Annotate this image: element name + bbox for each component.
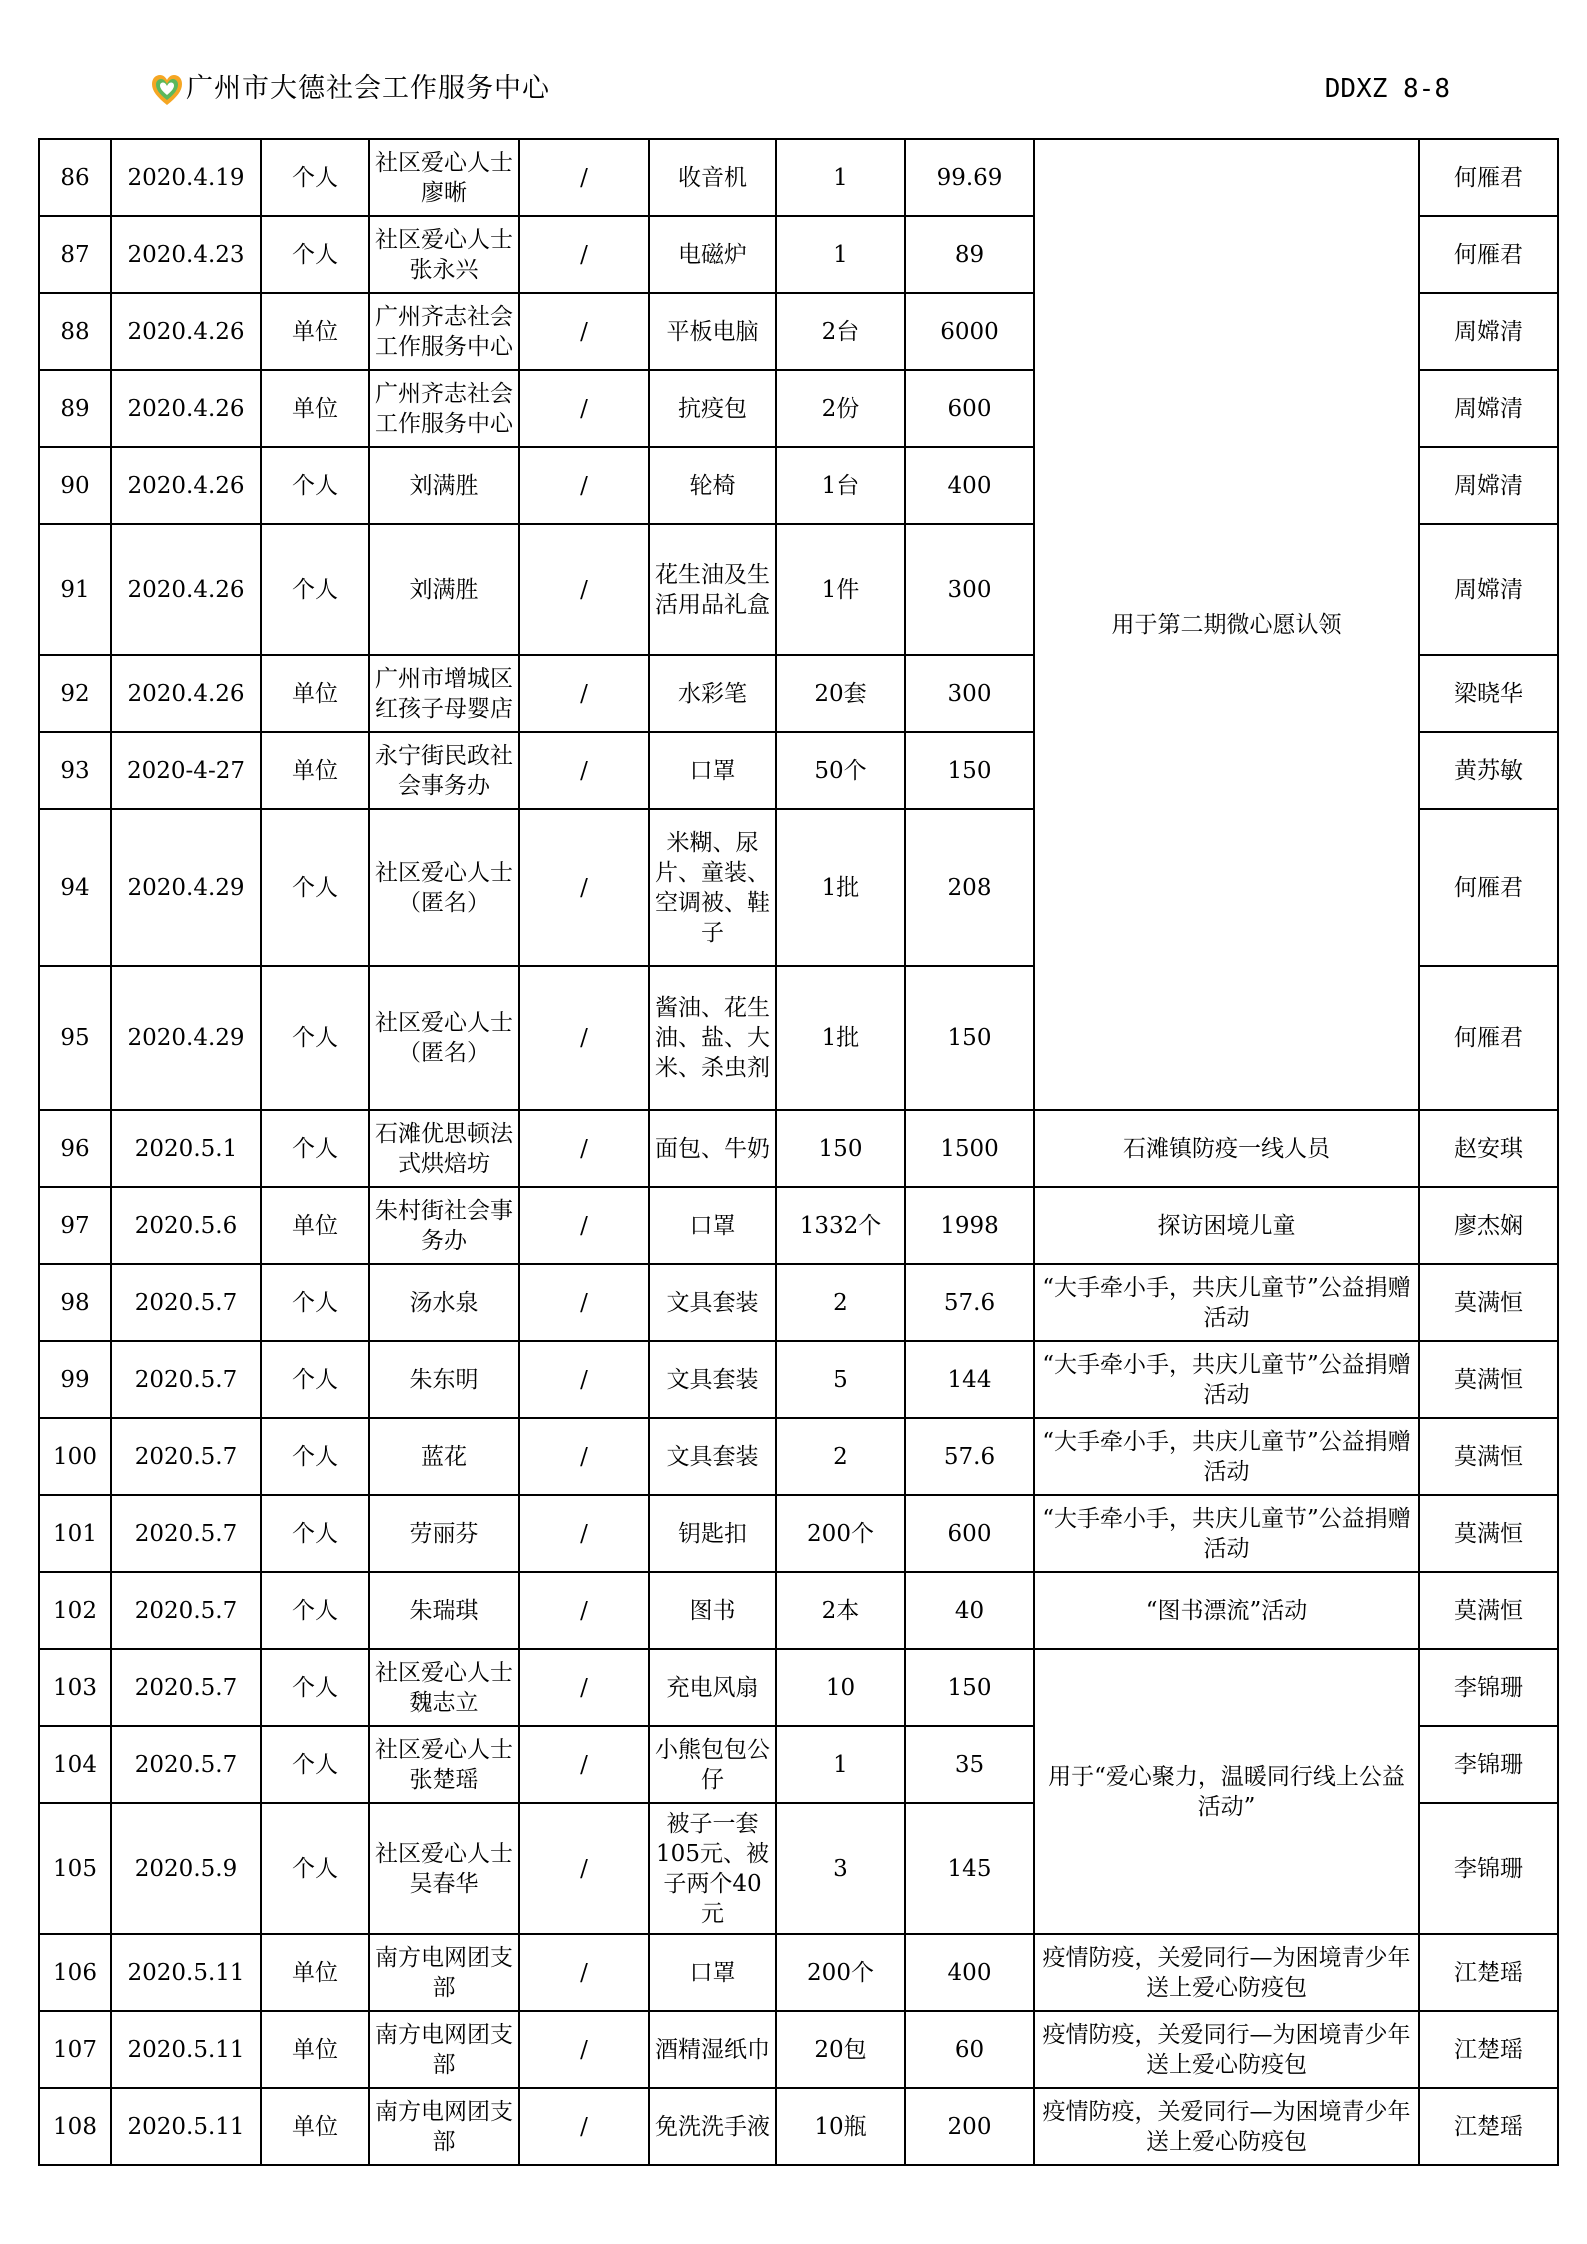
cell-use: 疫情防疫，关爱同行—为困境青少年送上爱心防疫包 [1034, 2088, 1419, 2165]
cell-qty: 150 [776, 1110, 905, 1187]
cell-handler: 赵安琪 [1419, 1110, 1558, 1187]
table-row [39, 1649, 1558, 1726]
donation-register-table [38, 138, 1559, 2166]
cell-handler: 江楚瑶 [1419, 1934, 1558, 2011]
cell-type: 个人 [261, 216, 369, 293]
cell-cash: / [519, 2011, 649, 2088]
cell-no: 105 [39, 1803, 111, 1934]
cell-handler: 莫满恒 [1419, 1495, 1558, 1572]
cell-qty: 1批 [776, 809, 905, 966]
cell-cash: / [519, 1934, 649, 2011]
cell-date: 2020.5.7 [111, 1495, 261, 1572]
table-row [39, 2088, 1558, 2165]
cell-value: 200 [905, 2088, 1034, 2165]
cell-item: 抗疫包 [649, 370, 776, 447]
cell-cash: / [519, 1187, 649, 1264]
cell-value: 300 [905, 655, 1034, 732]
cell-handler: 莫满恒 [1419, 1341, 1558, 1418]
cell-donor: 朱瑞琪 [369, 1572, 519, 1649]
cell-donor: 朱村街社会事务办 [369, 1187, 519, 1264]
cell-date: 2020.4.29 [111, 966, 261, 1110]
cell-date: 2020.4.23 [111, 216, 261, 293]
cell-qty: 200个 [776, 1495, 905, 1572]
cell-value: 400 [905, 1934, 1034, 2011]
cell-donor: 南方电网团支部 [369, 2011, 519, 2088]
cell-no: 106 [39, 1934, 111, 2011]
cell-handler: 莫满恒 [1419, 1572, 1558, 1649]
cell-date: 2020.5.7 [111, 1264, 261, 1341]
cell-no: 100 [39, 1418, 111, 1495]
cell-use: 用于“爱心聚力，温暖同行线上公益活动” [1034, 1649, 1419, 1934]
cell-value: 144 [905, 1341, 1034, 1418]
cell-donor: 社区爱心人士魏志立 [369, 1649, 519, 1726]
cell-type: 个人 [261, 139, 369, 216]
cell-no: 87 [39, 216, 111, 293]
table-row [39, 1264, 1558, 1341]
cell-donor: 社区爱心人士张楚瑶 [369, 1726, 519, 1803]
table-row [39, 1934, 1558, 2011]
document-number: DDXZ 8-8 [1324, 74, 1450, 104]
cell-value: 57.6 [905, 1418, 1034, 1495]
cell-item: 酱油、花生油、盐、大米、杀虫剂 [649, 966, 776, 1110]
cell-type: 单位 [261, 1934, 369, 2011]
cell-type: 个人 [261, 1495, 369, 1572]
cell-handler: 江楚瑶 [1419, 2011, 1558, 2088]
cell-type: 个人 [261, 447, 369, 524]
cell-donor: 社区爱心人士张永兴 [369, 216, 519, 293]
cell-cash: / [519, 1726, 649, 1803]
cell-item: 口罩 [649, 1187, 776, 1264]
cell-type: 单位 [261, 1187, 369, 1264]
cell-qty: 1件 [776, 524, 905, 655]
cell-type: 个人 [261, 1110, 369, 1187]
cell-value: 40 [905, 1572, 1034, 1649]
table-row [39, 1341, 1558, 1418]
cell-no: 88 [39, 293, 111, 370]
cell-no: 89 [39, 370, 111, 447]
table-row [39, 1572, 1558, 1649]
cell-item: 文具套装 [649, 1341, 776, 1418]
cell-handler: 周嫦清 [1419, 524, 1558, 655]
cell-no: 91 [39, 524, 111, 655]
cell-use: 探访困境儿童 [1034, 1187, 1419, 1264]
cell-cash: / [519, 1803, 649, 1934]
cell-date: 2020.5.11 [111, 2011, 261, 2088]
cell-donor: 广州齐志社会工作服务中心 [369, 293, 519, 370]
cell-type: 个人 [261, 1341, 369, 1418]
cell-qty: 5 [776, 1341, 905, 1418]
cell-handler: 周嫦清 [1419, 293, 1558, 370]
cell-value: 400 [905, 447, 1034, 524]
cell-date: 2020.5.11 [111, 1934, 261, 2011]
cell-item: 轮椅 [649, 447, 776, 524]
cell-value: 99.69 [905, 139, 1034, 216]
cell-value: 60 [905, 2011, 1034, 2088]
cell-date: 2020.5.7 [111, 1418, 261, 1495]
cell-type: 单位 [261, 370, 369, 447]
cell-qty: 2本 [776, 1572, 905, 1649]
cell-type: 个人 [261, 1264, 369, 1341]
cell-date: 2020.5.7 [111, 1572, 261, 1649]
cell-date: 2020.4.26 [111, 447, 261, 524]
cell-donor: 劳丽芬 [369, 1495, 519, 1572]
cell-type: 个人 [261, 1649, 369, 1726]
cell-no: 108 [39, 2088, 111, 2165]
cell-handler: 何雁君 [1419, 809, 1558, 966]
cell-qty: 10 [776, 1649, 905, 1726]
cell-qty: 1 [776, 216, 905, 293]
table-row [39, 1418, 1558, 1495]
cell-type: 个人 [261, 1418, 369, 1495]
cell-cash: / [519, 139, 649, 216]
cell-no: 102 [39, 1572, 111, 1649]
cell-value: 6000 [905, 293, 1034, 370]
cell-item: 文具套装 [649, 1418, 776, 1495]
cell-item: 水彩笔 [649, 655, 776, 732]
cell-donor: 社区爱心人士吴春华 [369, 1803, 519, 1934]
table-row [39, 2011, 1558, 2088]
cell-item: 酒精湿纸巾 [649, 2011, 776, 2088]
cell-use: “大手牵小手，共庆儿童节”公益捐赠活动 [1034, 1495, 1419, 1572]
cell-cash: / [519, 1649, 649, 1726]
cell-type: 单位 [261, 293, 369, 370]
cell-no: 93 [39, 732, 111, 809]
cell-value: 1998 [905, 1187, 1034, 1264]
table-row [39, 1495, 1558, 1572]
cell-no: 101 [39, 1495, 111, 1572]
cell-date: 2020.5.7 [111, 1726, 261, 1803]
cell-handler: 莫满恒 [1419, 1264, 1558, 1341]
cell-type: 个人 [261, 966, 369, 1110]
cell-donor: 刘满胜 [369, 447, 519, 524]
cell-item: 文具套装 [649, 1264, 776, 1341]
cell-date: 2020.4.26 [111, 655, 261, 732]
cell-item: 面包、牛奶 [649, 1110, 776, 1187]
cell-value: 150 [905, 966, 1034, 1110]
cell-type: 个人 [261, 1726, 369, 1803]
cell-value: 145 [905, 1803, 1034, 1934]
cell-item: 米糊、尿片、童装、空调被、鞋子 [649, 809, 776, 966]
cell-handler: 何雁君 [1419, 139, 1558, 216]
cell-cash: / [519, 2088, 649, 2165]
cell-date: 2020.5.9 [111, 1803, 261, 1934]
cell-handler: 廖杰娴 [1419, 1187, 1558, 1264]
cell-cash: / [519, 293, 649, 370]
cell-use: “大手牵小手，共庆儿童节”公益捐赠活动 [1034, 1341, 1419, 1418]
cell-no: 99 [39, 1341, 111, 1418]
cell-use: 疫情防疫，关爱同行—为困境青少年送上爱心防疫包 [1034, 1934, 1419, 2011]
cell-type: 个人 [261, 809, 369, 966]
cell-cash: / [519, 370, 649, 447]
cell-date: 2020.5.6 [111, 1187, 261, 1264]
cell-donor: 广州齐志社会工作服务中心 [369, 370, 519, 447]
cell-no: 90 [39, 447, 111, 524]
cell-handler: 何雁君 [1419, 966, 1558, 1110]
cell-qty: 10瓶 [776, 2088, 905, 2165]
cell-item: 收音机 [649, 139, 776, 216]
cell-use: “图书漂流”活动 [1034, 1572, 1419, 1649]
cell-qty: 20包 [776, 2011, 905, 2088]
cell-donor: 南方电网团支部 [369, 1934, 519, 2011]
cell-qty: 200个 [776, 1934, 905, 2011]
cell-handler: 李锦珊 [1419, 1726, 1558, 1803]
cell-date: 2020.5.7 [111, 1341, 261, 1418]
cell-value: 600 [905, 1495, 1034, 1572]
cell-donor: 石滩优思顿法式烘焙坊 [369, 1110, 519, 1187]
table-row [39, 1110, 1558, 1187]
cell-cash: / [519, 655, 649, 732]
cell-cash: / [519, 1264, 649, 1341]
organization-name: 广州市大德社会工作服务中心 [186, 73, 550, 104]
cell-no: 95 [39, 966, 111, 1110]
cell-value: 600 [905, 370, 1034, 447]
cell-cash: / [519, 447, 649, 524]
cell-date: 2020.4.26 [111, 370, 261, 447]
cell-type: 个人 [261, 1803, 369, 1934]
cell-qty: 2 [776, 1264, 905, 1341]
cell-cash: / [519, 1572, 649, 1649]
cell-donor: 社区爱心人士廖晰 [369, 139, 519, 216]
cell-donor: 朱东明 [369, 1341, 519, 1418]
cell-cash: / [519, 1495, 649, 1572]
cell-cash: / [519, 1110, 649, 1187]
cell-date: 2020.4.29 [111, 809, 261, 966]
cell-type: 单位 [261, 732, 369, 809]
cell-qty: 1批 [776, 966, 905, 1110]
cell-handler: 江楚瑶 [1419, 2088, 1558, 2165]
cell-value: 35 [905, 1726, 1034, 1803]
cell-handler: 李锦珊 [1419, 1649, 1558, 1726]
cell-value: 150 [905, 732, 1034, 809]
cell-donor: 广州市增城区红孩子母婴店 [369, 655, 519, 732]
cell-cash: / [519, 216, 649, 293]
cell-date: 2020.4.26 [111, 293, 261, 370]
cell-no: 94 [39, 809, 111, 966]
cell-item: 口罩 [649, 1934, 776, 2011]
cell-type: 个人 [261, 1572, 369, 1649]
cell-value: 150 [905, 1649, 1034, 1726]
cell-no: 104 [39, 1726, 111, 1803]
cell-no: 86 [39, 139, 111, 216]
cell-qty: 2份 [776, 370, 905, 447]
cell-cash: / [519, 809, 649, 966]
cell-handler: 周嫦清 [1419, 447, 1558, 524]
cell-item: 电磁炉 [649, 216, 776, 293]
cell-qty: 3 [776, 1803, 905, 1934]
cell-qty: 1 [776, 1726, 905, 1803]
cell-item: 花生油及生活用品礼盒 [649, 524, 776, 655]
cell-no: 107 [39, 2011, 111, 2088]
cell-no: 97 [39, 1187, 111, 1264]
cell-value: 1500 [905, 1110, 1034, 1187]
table-row [39, 139, 1558, 216]
cell-donor: 汤水泉 [369, 1264, 519, 1341]
cell-item: 免洗洗手液 [649, 2088, 776, 2165]
cell-qty: 2 [776, 1418, 905, 1495]
cell-value: 208 [905, 809, 1034, 966]
cell-use: “大手牵小手，共庆儿童节”公益捐赠活动 [1034, 1418, 1419, 1495]
cell-date: 2020.5.1 [111, 1110, 261, 1187]
table-row [39, 1187, 1558, 1264]
cell-value: 300 [905, 524, 1034, 655]
cell-qty: 1台 [776, 447, 905, 524]
cell-donor: 社区爱心人士（匿名） [369, 809, 519, 966]
cell-date: 2020.5.7 [111, 1649, 261, 1726]
cell-use: 疫情防疫，关爱同行—为困境青少年送上爱心防疫包 [1034, 2011, 1419, 2088]
cell-no: 103 [39, 1649, 111, 1726]
cell-cash: / [519, 1418, 649, 1495]
heart-logo-icon [150, 72, 184, 108]
cell-qty: 20套 [776, 655, 905, 732]
cell-qty: 1 [776, 139, 905, 216]
cell-date: 2020.5.11 [111, 2088, 261, 2165]
cell-type: 单位 [261, 2088, 369, 2165]
cell-date: 2020.4.19 [111, 139, 261, 216]
cell-type: 单位 [261, 2011, 369, 2088]
cell-donor: 刘满胜 [369, 524, 519, 655]
cell-item: 平板电脑 [649, 293, 776, 370]
cell-handler: 何雁君 [1419, 216, 1558, 293]
cell-handler: 莫满恒 [1419, 1418, 1558, 1495]
cell-type: 个人 [261, 524, 369, 655]
cell-item: 口罩 [649, 732, 776, 809]
cell-item: 被子一套105元、被子两个40元 [649, 1803, 776, 1934]
cell-qty: 1332个 [776, 1187, 905, 1264]
cell-use: 石滩镇防疫一线人员 [1034, 1110, 1419, 1187]
cell-handler: 李锦珊 [1419, 1803, 1558, 1934]
cell-use: “大手牵小手，共庆儿童节”公益捐赠活动 [1034, 1264, 1419, 1341]
cell-qty: 50个 [776, 732, 905, 809]
cell-cash: / [519, 732, 649, 809]
cell-cash: / [519, 966, 649, 1110]
cell-handler: 周嫦清 [1419, 370, 1558, 447]
page-header [150, 70, 1450, 110]
cell-item: 钥匙扣 [649, 1495, 776, 1572]
cell-cash: / [519, 524, 649, 655]
cell-donor: 永宁街民政社会事务办 [369, 732, 519, 809]
cell-item: 图书 [649, 1572, 776, 1649]
cell-no: 92 [39, 655, 111, 732]
cell-cash: / [519, 1341, 649, 1418]
cell-donor: 蓝花 [369, 1418, 519, 1495]
cell-donor: 南方电网团支部 [369, 2088, 519, 2165]
cell-type: 单位 [261, 655, 369, 732]
cell-use: 用于第二期微心愿认领 [1034, 139, 1419, 1110]
cell-item: 小熊包包公仔 [649, 1726, 776, 1803]
cell-donor: 社区爱心人士（匿名） [369, 966, 519, 1110]
cell-date: 2020-4-27 [111, 732, 261, 809]
cell-date: 2020.4.26 [111, 524, 261, 655]
cell-handler: 黄苏敏 [1419, 732, 1558, 809]
cell-item: 充电风扇 [649, 1649, 776, 1726]
cell-no: 98 [39, 1264, 111, 1341]
cell-value: 57.6 [905, 1264, 1034, 1341]
cell-qty: 2台 [776, 293, 905, 370]
cell-value: 89 [905, 216, 1034, 293]
cell-handler: 梁晓华 [1419, 655, 1558, 732]
cell-no: 96 [39, 1110, 111, 1187]
